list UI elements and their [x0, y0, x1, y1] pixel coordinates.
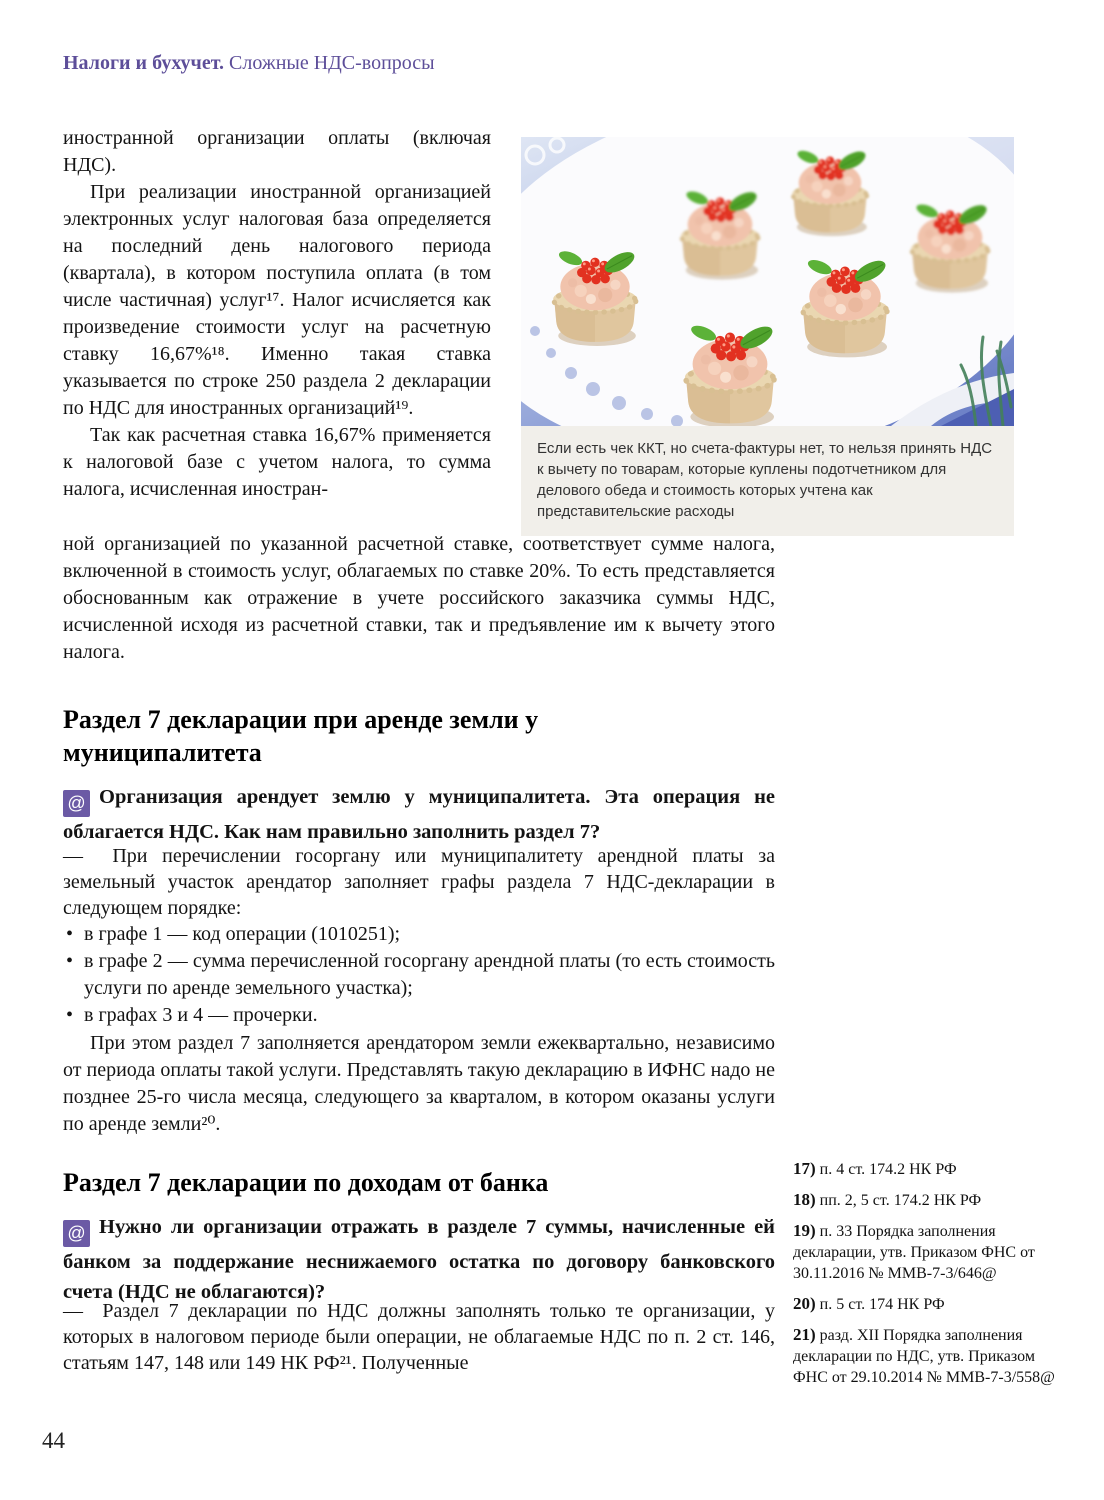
footnote-number: 20): [793, 1294, 816, 1313]
tartlets-figure: [521, 137, 1014, 536]
intro-text-column: [63, 125, 491, 536]
footnote-text: п. 33 Порядка заполнения декларации, утв. Приказом ФНС от 30.11.2016 № ММВ-7-3/646@: [793, 1223, 1035, 1282]
answer-close-land-lease: При этом раздел 7 заполняется арендатором земли ежеквартально, независимо от периода оплаты такой услуги. Представлять такую декларацию в ИФНС надо не позднее 25-го числа месяца, следующего за кварталом, в котором оказаны услуги по аренде земли²⁰.: [63, 1032, 775, 1135]
intro-paragraph: При реализации иностранной организацией электронных услуг налоговая база определяется на последний день налогового периода (квартала), в котором поступила оплата (в том числе частичная) услуг¹⁷. Налог исчисляется как произведение стоимости услуг на расчетную ставку 16,67%¹⁸. Именно такая ставка указывается по строке 250 раздела 2 декларации по НДС для иностранных организаций¹⁹.: [63, 181, 491, 419]
footnote: [793, 1189, 1055, 1211]
declaration-columns-list: [63, 921, 775, 1029]
footnote-number: 17): [793, 1159, 816, 1178]
footnote: [793, 1220, 1055, 1284]
footnote-number: 21): [793, 1325, 816, 1344]
photo-caption: Если есть чек ККТ, но счета-фактуры нет, то нельзя принять НДС к вычету по товарам, которые куплены подотчетником для делового обеда и стоимость которых учтена как представительские расходы: [521, 426, 1014, 536]
footnote-text: пп. 2, 5 ст. 174.2 НК РФ: [819, 1192, 982, 1209]
list-item: • в графе 2 — сумма перечисленной госоргану арендной платы (то есть стоимость услуги по аренде земельного участка);: [63, 948, 775, 1002]
footnote-number: 19): [793, 1221, 816, 1240]
list-item: • в графе 1 — код операции (1010251);: [63, 921, 775, 948]
question-bank-income: [63, 1212, 775, 1307]
footnote: [793, 1293, 1055, 1315]
section-heading-bank-income: Раздел 7 декларации по доходам от банка: [63, 1168, 549, 1197]
answer-bank-income: — Раздел 7 декларации по НДС должны заполнять только те организации, у которых в налоговом периоде были операции, не облагаемые НДС по п. 2 ст. 146, статьям 147, 148 или 149 НК РФ²¹. Полученные: [63, 1300, 775, 1374]
page-header: [63, 50, 435, 76]
question-text: Организация арендует землю у муниципалитета. Эта операция не облагается НДС. Как нам правильно заполнить раздел 7?: [63, 786, 775, 843]
question-text: Нужно ли организации отражать в разделе 7 суммы, начисленные ей банком за поддержание неснижаемого остатка по договору банковского счета (НДС не облагаются)?: [63, 1216, 775, 1303]
question-land-lease: [63, 782, 775, 847]
footnote-number: 18): [793, 1190, 816, 1209]
footnote-text: п. 5 ст. 174 НК РФ: [819, 1296, 945, 1313]
rubric-subtitle: Сложные НДС-вопросы: [229, 52, 435, 74]
page-number: 44: [42, 1428, 65, 1453]
footnote: [793, 1324, 1055, 1388]
tartlets-with-caviar-photo: [521, 137, 1014, 426]
continuation-paragraph: ной организацией по указанной расчетной ставке, соответствует сумме налога, включенной в стоимость услуг, облагаемых по ставке 20%. То есть представляется обоснованным как отражение в учете российского заказчика суммы НДС, исчисленной исходя из расчетной ставки, так и предъявление им к вычету этого налога.: [63, 533, 775, 663]
intro-paragraph: иностранной организации оплаты (включая НДС).: [63, 127, 491, 176]
footnote: [793, 1158, 1055, 1180]
rubric-title: Налоги и бухучет.: [63, 52, 225, 74]
intro-paragraph: Так как расчетная ставка 16,67% применяется к налоговой базе с учетом налога, то сумма налога, исчисленная иностран-: [63, 424, 491, 500]
list-item: • в графах 3 и 4 — прочерки.: [63, 1002, 775, 1029]
section-heading-land-lease: Раздел 7 декларации при аренде земли у муниципалитета: [63, 705, 539, 767]
footnote-text: разд. XII Порядка заполнения декларации по НДС, утв. Приказом ФНС от 29.10.2014 № ММВ-7-3/558@: [793, 1327, 1055, 1386]
footnote-text: п. 4 ст. 174.2 НК РФ: [819, 1161, 957, 1178]
top-section: [63, 125, 1014, 536]
answer-intro-land-lease: — При перечислении госоргану или муниципалитету арендной платы за земельный участок арендатор заполняет графы раздела 7 НДС-декларации в следующем порядке:: [63, 845, 775, 919]
question-at-icon: @: [63, 1220, 90, 1247]
question-at-icon: @: [63, 790, 90, 817]
footnotes-column: [793, 1158, 1055, 1397]
